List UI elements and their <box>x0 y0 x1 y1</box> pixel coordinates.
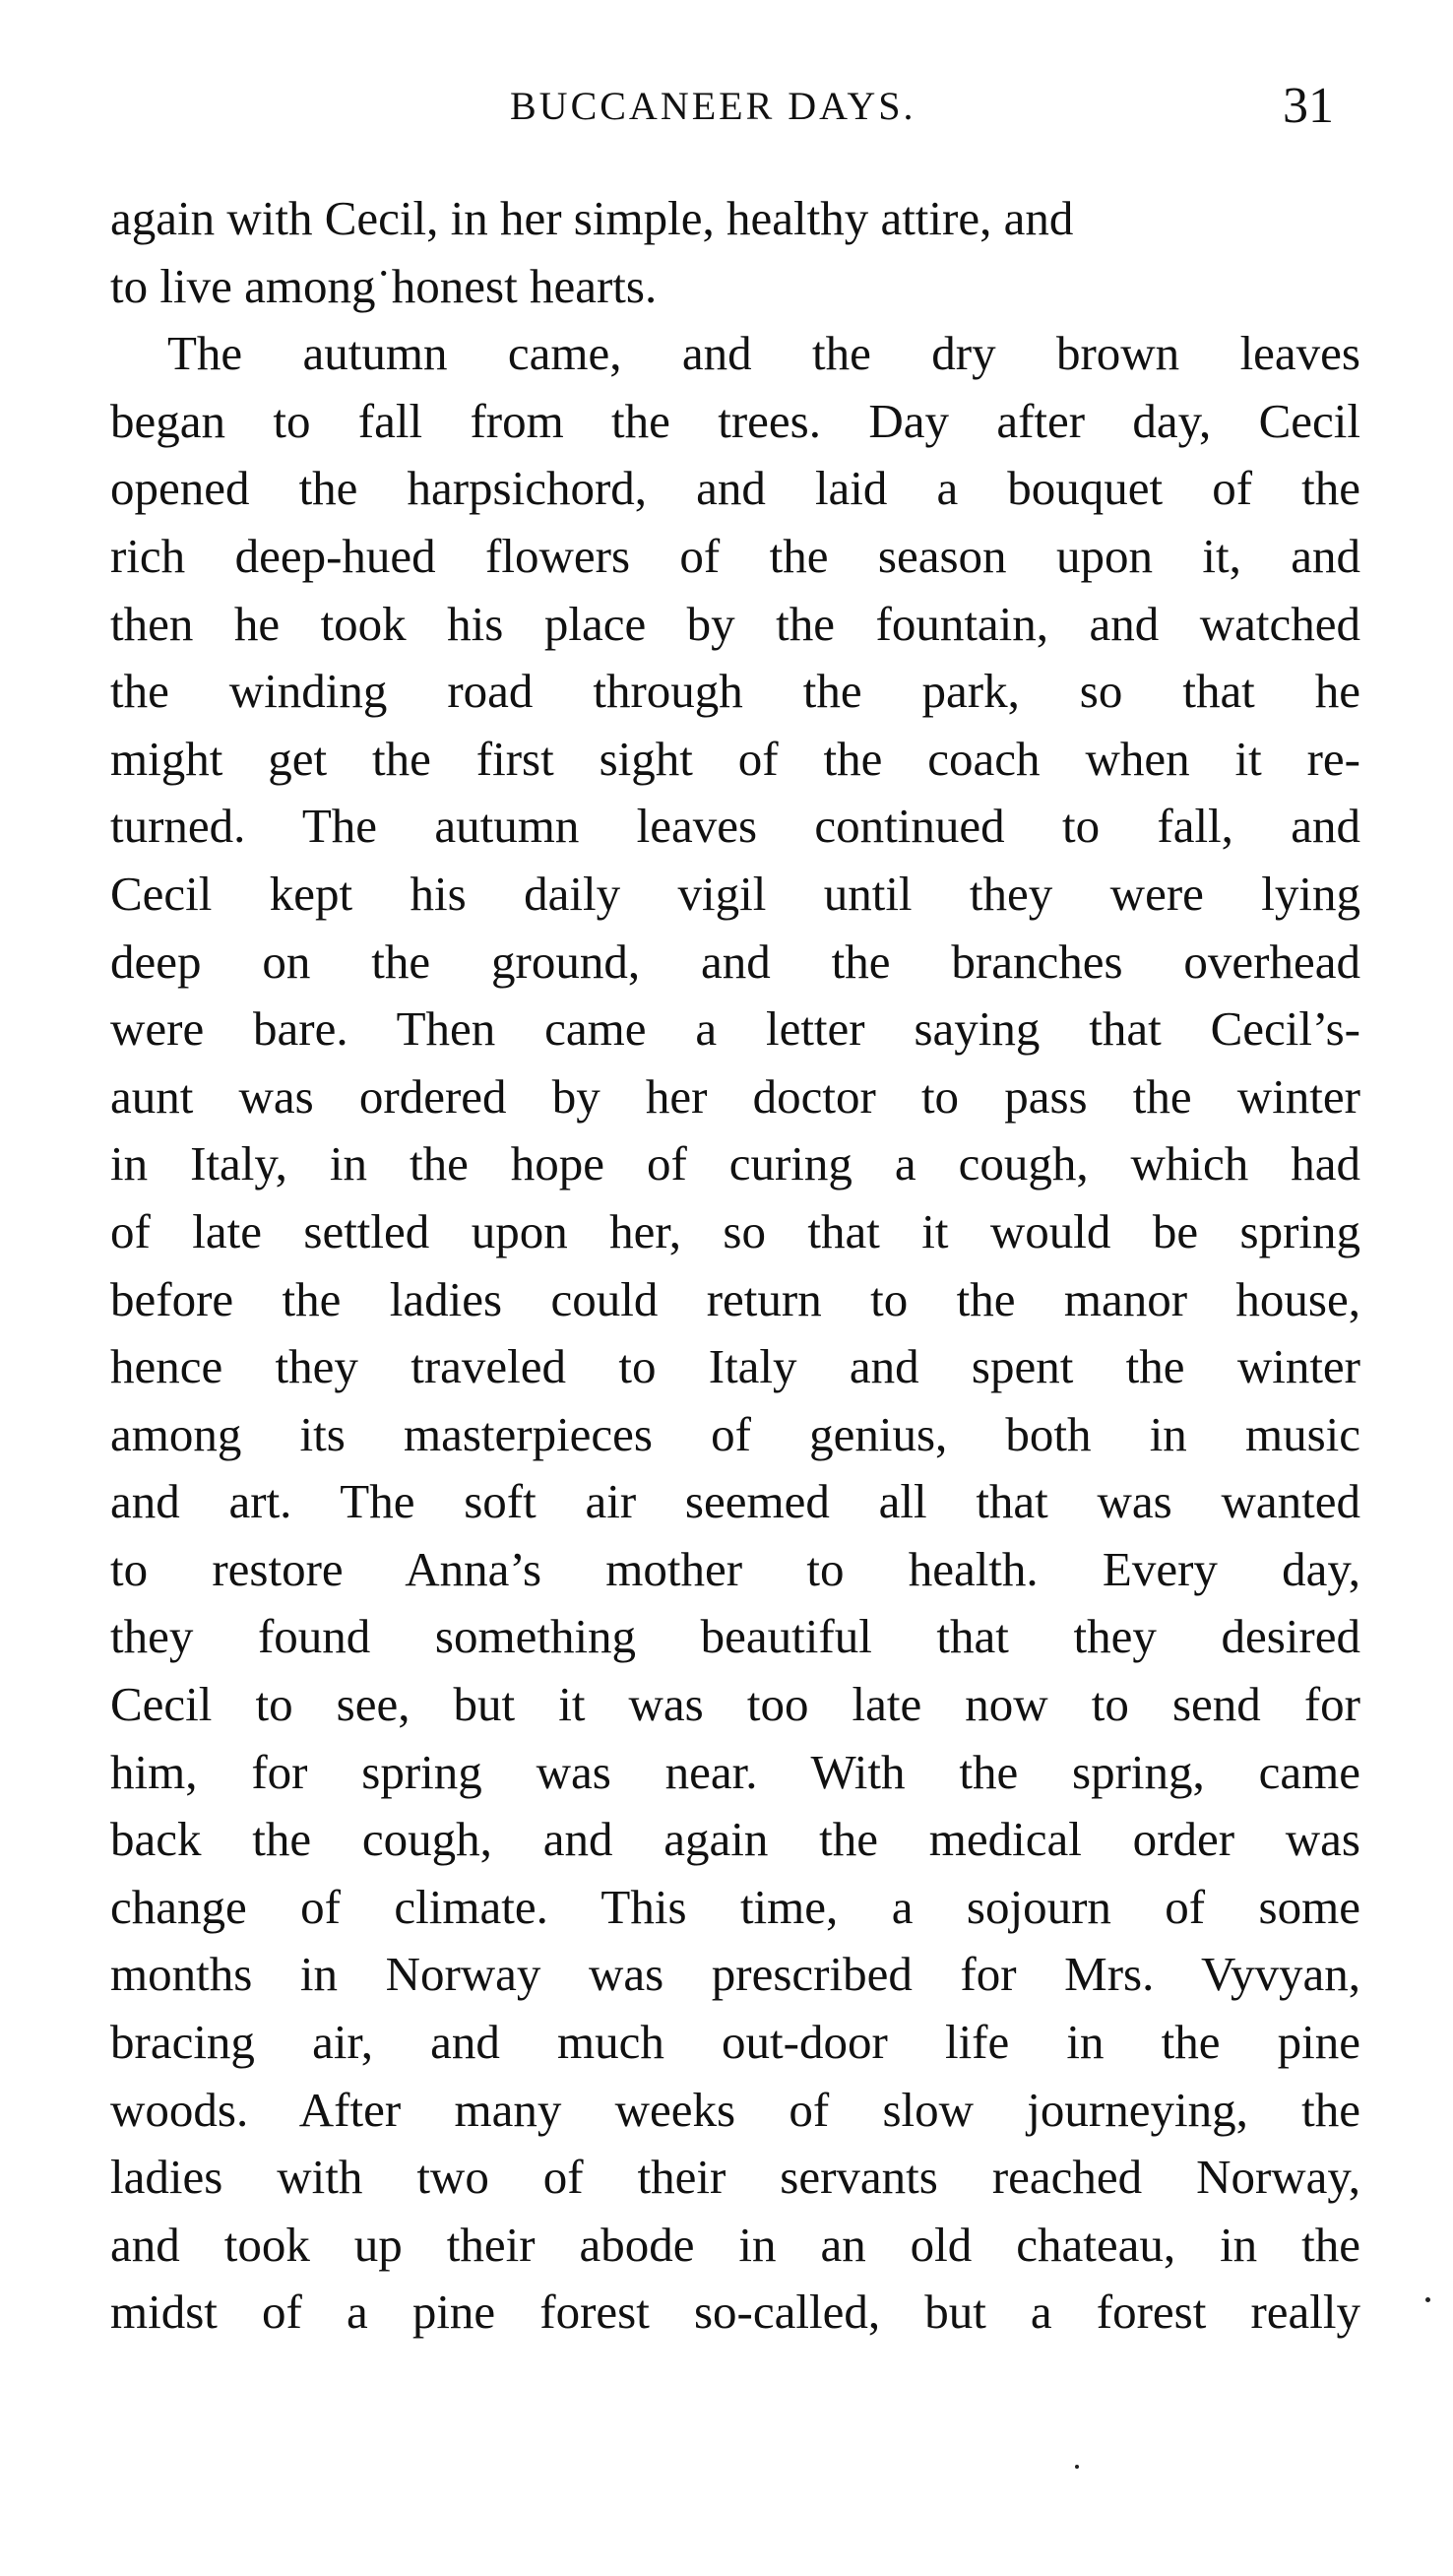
text-line: Cecil kept his daily vigil until they were lying <box>110 866 1360 921</box>
text-line: aunt was ordered by her doctor to pass the winter <box>110 1068 1360 1124</box>
text-line: might get the first sight of the coach when it re- <box>110 731 1360 786</box>
text-line: bracing air, and much out-door life in the pine <box>110 2015 1360 2070</box>
text-line: and took up their abode in an old chateau, in the <box>110 2217 1360 2272</box>
paragraph-first-line: The autumn came, and the dry brown leaves <box>167 326 1360 381</box>
text-line: midst of a pine forest so-called, but a forest really <box>110 2285 1360 2340</box>
text-line: to restore Anna’s mother to health. Every day, <box>110 1541 1360 1596</box>
text-line: to live among˙honest hearts. <box>110 258 658 313</box>
text-line: opened the harpsichord, and laid a bouquet of the <box>110 461 1360 516</box>
text-line: woods. After many weeks of slow journeying, the <box>110 2082 1360 2137</box>
text-line: of late settled upon her, so that it would be spring <box>110 1203 1360 1258</box>
text-line: among its masterpieces of genius, both in music <box>110 1406 1360 1461</box>
text-line: back the cough, and again the medical order was <box>110 1812 1360 1867</box>
text-line: him, for spring was near. With the spring, came <box>110 1744 1360 1799</box>
running-title: BUCCANEER DAYS. <box>510 84 916 128</box>
text-line: before the ladies could return to the manor house, <box>110 1271 1360 1326</box>
print-speck <box>1425 2297 1430 2302</box>
text-line: and art. The soft air seemed all that was wanted <box>110 1474 1360 1529</box>
text-line: hence they traveled to Italy and spent the winter <box>110 1339 1360 1394</box>
text-line: months in Norway was prescribed for Mrs. Vyvyan, <box>110 1947 1360 2002</box>
text-line: deep on the ground, and the branches overhead <box>110 934 1360 989</box>
text-line: were bare. Then came a letter saying that Cecil’s- <box>110 1001 1360 1057</box>
text-line: change of climate. This time, a sojourn of some <box>110 1879 1360 1934</box>
running-head <box>0 77 1453 146</box>
print-speck <box>1075 2465 1079 2469</box>
text-line: again with Cecil, in her simple, healthy attire, and <box>110 191 1074 245</box>
text-line: ladies with two of their servants reached Norway, <box>110 2150 1360 2205</box>
text-line: turned. The autumn leaves continued to fall, and <box>110 799 1360 854</box>
text-line: in Italy, in the hope of curing a cough, which had <box>110 1136 1360 1191</box>
body-text <box>110 185 1360 2347</box>
text-line: rich deep-hued flowers of the season upon it, and <box>110 528 1360 583</box>
text-line: Cecil to see, but it was too late now to send for <box>110 1677 1360 1732</box>
text-line: then he took his place by the fountain, and watched <box>110 596 1360 651</box>
text-line: they found something beautiful that they desired <box>110 1609 1360 1664</box>
text-line: began to fall from the trees. Day after day, Cecil <box>110 393 1360 448</box>
text-line: the winding road through the park, so that he <box>110 664 1360 719</box>
page-number: 31 <box>1283 78 1334 134</box>
